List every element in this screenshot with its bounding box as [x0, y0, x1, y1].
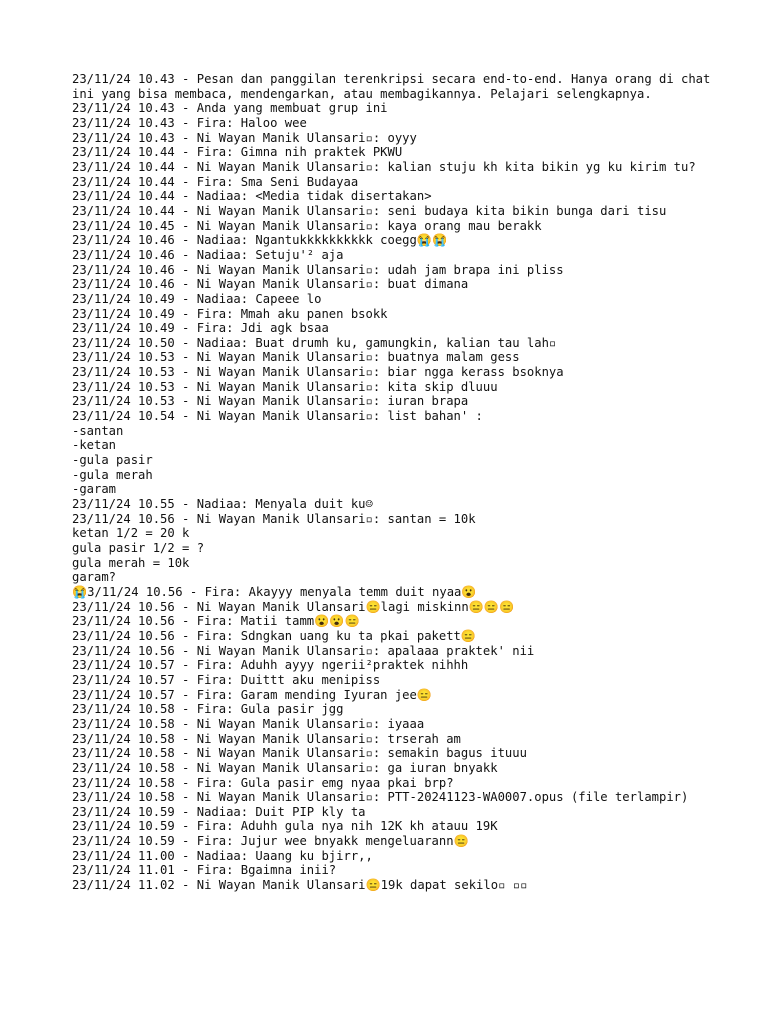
chat-line: 23/11/24 10.58 - Ni Wayan Manik Ulansari▫: ga iuran bnyakk — [72, 760, 498, 775]
chat-line: 23/11/24 10.49 - Fira: Mmah aku panen bsokk — [72, 306, 388, 321]
chat-line: 23/11/24 10.54 - Ni Wayan Manik Ulansari▫: list bahan' : — [72, 409, 483, 424]
chat-line: 23/11/24 10.57 - Fira: Duittt aku menipiss — [72, 672, 381, 687]
chat-line: 23/11/24 10.56 - Ni Wayan Manik Ulansari▫: apalaaa praktek' nii — [72, 643, 535, 658]
chat-line: 23/11/24 10.58 - Fira: Gula pasir emg nyaa pkai brp? — [72, 775, 454, 790]
chat-line: -santan — [72, 423, 124, 438]
chat-line: 23/11/24 10.58 - Fira: Gula pasir jgg — [72, 702, 344, 717]
chat-line: 23/11/24 10.56 - Ni Wayan Manik Ulansari😑lagi miskinn😑😑😑 — [72, 599, 515, 614]
chat-line: 23/11/24 10.57 - Fira: Aduhh ayyy ngerii²praktek nihhh — [72, 658, 469, 673]
chat-line: 23/11/24 10.53 - Ni Wayan Manik Ulansari▫: iuran brapa — [72, 394, 469, 409]
chat-line: 23/11/24 10.58 - Ni Wayan Manik Ulansari▫: PTT-20241123-WA0007.opus (file terlampir) — [72, 790, 689, 805]
chat-line: 23/11/24 10.56 - Fira: Sdngkan uang ku ta pkai pakett😑 — [72, 628, 477, 643]
chat-line: 23/11/24 10.46 - Nadiaa: Ngantukkkkkkkkkk coegg😭😭 — [72, 233, 448, 248]
chat-line: 23/11/24 10.49 - Fira: Jdi agk bsaa — [72, 321, 329, 336]
chat-line: 23/11/24 10.49 - Nadiaa: Capeee lo — [72, 291, 322, 306]
chat-line: 23/11/24 10.53 - Ni Wayan Manik Ulansari▫: kita skip dluuu — [72, 379, 498, 394]
chat-line: -garam — [72, 482, 117, 497]
chat-line: 23/11/24 10.53 - Ni Wayan Manik Ulansari▫: buatnya malam gess — [72, 350, 520, 365]
chat-line: 23/11/24 10.57 - Fira: Garam mending Iyuran jee😑 — [72, 687, 433, 702]
chat-line: 23/11/24 10.45 - Ni Wayan Manik Ulansari▫: kaya orang mau berakk — [72, 218, 542, 233]
chat-line: 23/11/24 10.56 - Ni Wayan Manik Ulansari▫: santan = 10k — [72, 511, 476, 526]
chat-line: 23/11/24 10.46 - Nadiaa: Setuju'² aja — [72, 247, 344, 262]
chat-line: 23/11/24 10.58 - Ni Wayan Manik Ulansari▫: iyaaa — [72, 716, 425, 731]
chat-line: 23/11/24 10.59 - Nadiaa: Duit PIP kly ta — [72, 804, 366, 819]
chat-line: 23/11/24 10.46 - Ni Wayan Manik Ulansari▫: udah jam brapa ini pliss — [72, 262, 564, 277]
chat-line: 23/11/24 10.43 - Fira: Haloo wee — [72, 115, 307, 130]
chat-line: 23/11/24 10.58 - Ni Wayan Manik Ulansari▫: trserah am — [72, 731, 461, 746]
chat-line: 23/11/24 10.44 - Fira: Gimna nih praktek PKWU — [72, 145, 403, 160]
chat-line: gula merah = 10k — [72, 555, 190, 570]
chat-line: 23/11/24 11.00 - Nadiaa: Uaang ku bjirr,, — [72, 848, 373, 863]
chat-line: 23/11/24 10.53 - Ni Wayan Manik Ulansari▫: biar ngga kerass bsoknya — [72, 365, 564, 380]
chat-line: 23/11/24 10.43 - Anda yang membuat grup ini — [72, 101, 388, 116]
chat-line: 23/11/24 10.55 - Nadiaa: Menyala duit ku☺ — [72, 497, 373, 512]
chat-line: 23/11/24 10.44 - Fira: Sma Seni Budayaa — [72, 174, 359, 189]
chat-line: 23/11/24 11.01 - Fira: Bgaimna inii? — [72, 863, 337, 878]
chat-line: 23/11/24 10.59 - Fira: Aduhh gula nya nih 12K kh atauu 19K — [72, 819, 498, 834]
chat-line: gula pasir 1/2 = ? — [72, 541, 205, 555]
chat-line: -gula pasir — [72, 453, 153, 468]
chat-line: 23/11/24 10.44 - Nadiaa: <Media tidak disertakan> — [72, 189, 432, 204]
chat-line: 23/11/24 10.59 - Fira: Jujur wee bnyakk mengeluarann😑 — [72, 834, 469, 849]
chat-line: 23/11/24 10.56 - Fira: Matii tamm😮😮😑 — [72, 614, 360, 629]
chat-line: ketan 1/2 = 20 k — [72, 526, 190, 541]
chat-line: 23/11/24 11.02 - Ni Wayan Manik Ulansari😑19k dapat sekilo▫ ▫▫ — [72, 878, 528, 893]
chat-line: 😭3/11/24 10.56 - Fira: Akayyy menyala temm duit nyaa😮 — [72, 584, 477, 599]
chat-line: garam? — [72, 570, 117, 585]
chat-line: 23/11/24 10.50 - Nadiaa: Buat drumh ku, gamungkin, kalian tau lah▫ — [72, 335, 557, 350]
chat-line: 23/11/24 10.58 - Ni Wayan Manik Ulansari▫: semakin bagus ituuu — [72, 746, 527, 761]
chat-line: 23/11/24 10.46 - Ni Wayan Manik Ulansari▫: buat dimana — [72, 277, 469, 292]
chat-line: -ketan — [72, 438, 117, 453]
chat-line: 23/11/24 10.43 - Pesan dan panggilan terenkripsi secara end-to-end. Hanya orang di chat ini yang bisa membaca, mendengarkan, atau membagikannya. Pelajari selengkapnya. — [72, 72, 718, 101]
chat-line: 23/11/24 10.44 - Ni Wayan Manik Ulansari▫: kalian stuju kh kita bikin yg ku kirim tu? — [72, 159, 696, 174]
chat-line: 23/11/24 10.43 - Ni Wayan Manik Ulansari▫: oyyy — [72, 130, 417, 145]
chat-log — [72, 72, 718, 893]
chat-line: -gula merah — [72, 467, 153, 482]
chat-line: 23/11/24 10.44 - Ni Wayan Manik Ulansari▫: seni budaya kita bikin bunga dari tisu — [72, 203, 667, 218]
